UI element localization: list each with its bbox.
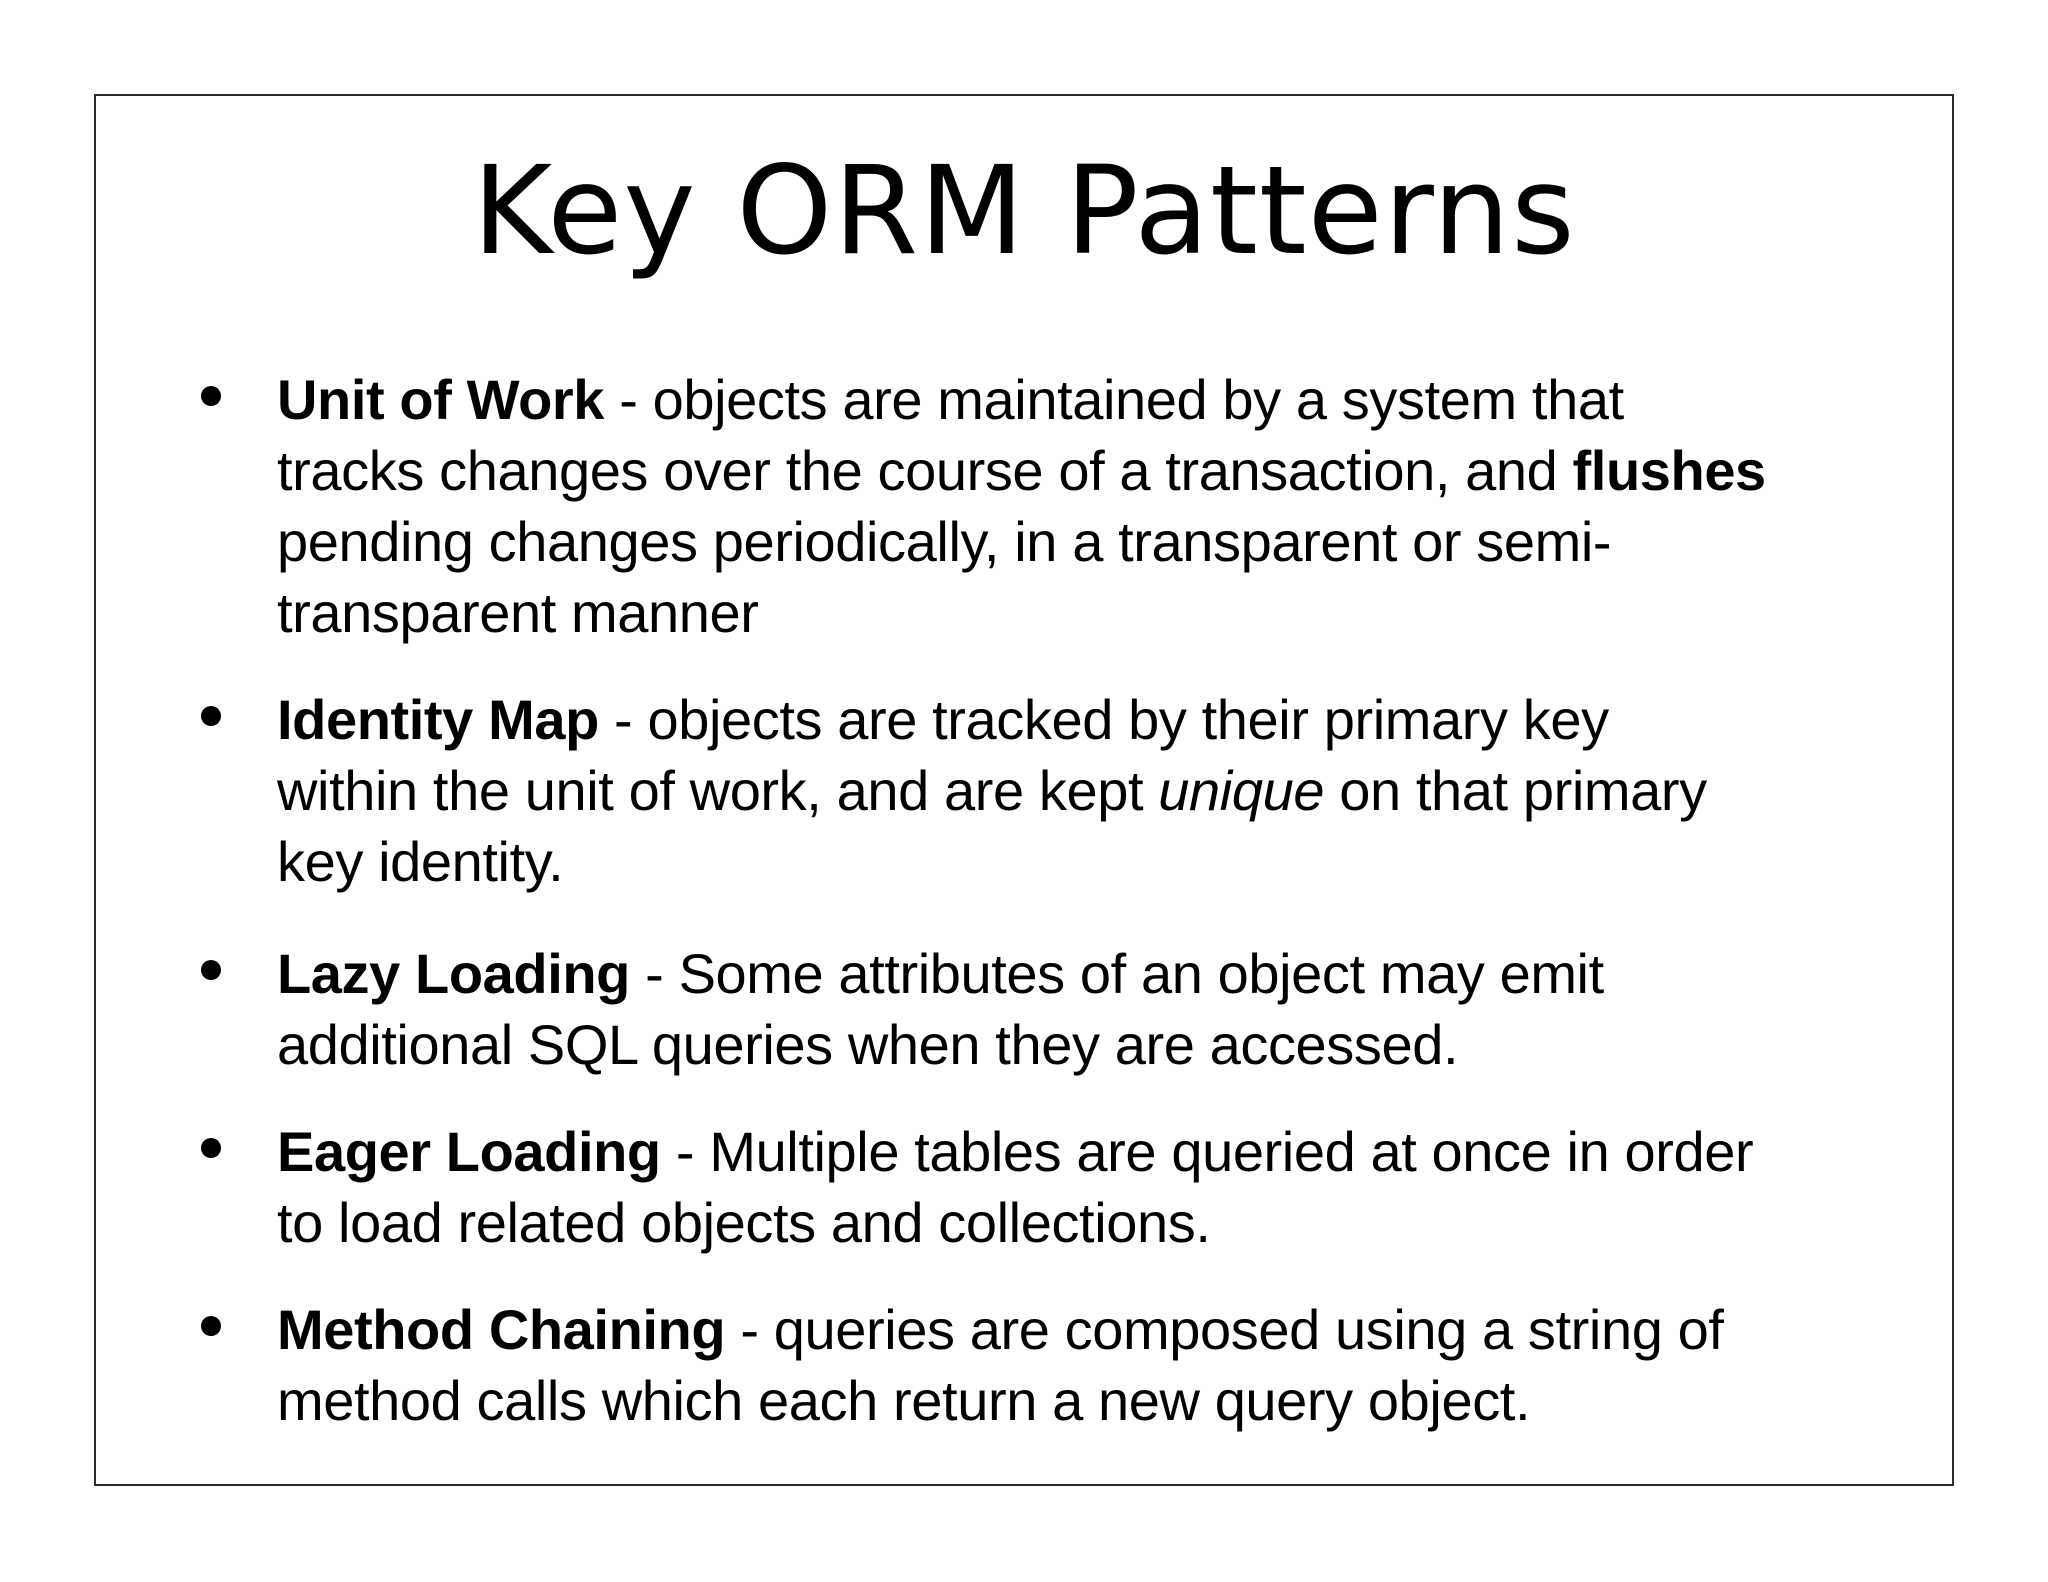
slide-title: Key ORM Patterns [472, 140, 1576, 282]
bullet-point-icon [201, 386, 221, 406]
bullet-term: Eager Loading [277, 1120, 661, 1183]
bullet-point-icon [201, 1316, 221, 1336]
bullet-point-icon [201, 1138, 221, 1158]
bullet-point-icon [201, 960, 221, 980]
bullet-term: Unit of Work [277, 368, 605, 431]
bullet-list: Unit of Work - objects are maintained by a system that tracks changes over the course of a transaction, and flushes pending changes periodically, in a transparent or semi- transparent manner Identity Map - objects are tracked by their primary key within the unit of work, and are kept unique on that primary key identity. Lazy Loading - Some attributes of an object may emit additional SQL queries when they are accessed. Eager Loading - Multiple tables are queried at once in order to load related objects and collections. Method Chaining - queries are composed using a string of method calls which each return a new query object. [0, 0, 2048, 1582]
bullet-point-icon [201, 706, 221, 726]
bullet-term: Identity Map [277, 688, 599, 751]
bullet-term: Lazy Loading [277, 942, 630, 1005]
bullet-term: Method Chaining [277, 1298, 726, 1361]
